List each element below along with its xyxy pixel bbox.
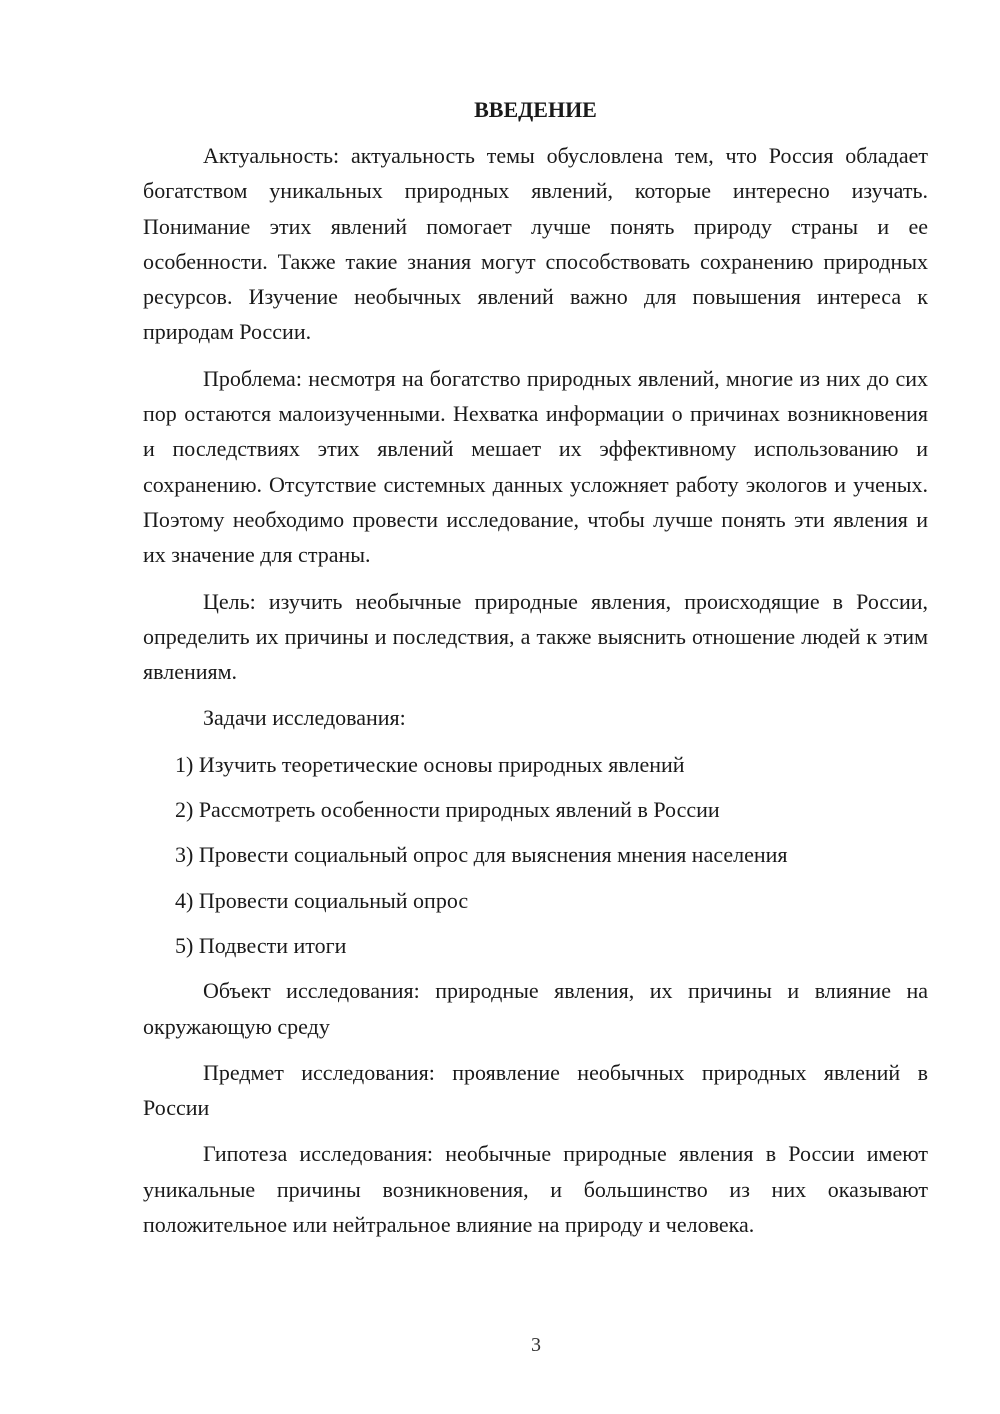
page-content xyxy=(143,95,928,1253)
object-paragraph: Объект исследования: природные явления, их причины и влияние на окружающую среду xyxy=(143,978,928,1039)
task-item: 4) Провести социальный опрос xyxy=(175,887,469,913)
task-item: 1) Изучить теоретические основы природных явлений xyxy=(175,751,685,777)
goal-paragraph: Цель: изучить необычные природные явления, происходящие в России, определить их причины и последствия, а также выяснить отношение людей к этим явлениям. xyxy=(143,588,928,685)
page-number: 3 xyxy=(531,1334,541,1356)
problem-paragraph: Проблема: несмотря на богатство природных явлений, многие из них до сих пор остаются малоизученными. Нехватка информации о причинах возникновения и последствиях этих явлений мешает их эффективному использованию и сохранению. Отсутствие системных данных усложняет работу экологов и ученых. Поэтому необходимо провести исследование, чтобы лучше понять эти явления и их значение для страны. xyxy=(143,365,928,568)
subject-paragraph: Предмет исследования: проявление необычных природных явлений в России xyxy=(143,1059,928,1121)
task-item: 2) Рассмотреть особенности природных явлений в России xyxy=(175,797,720,823)
hypothesis-paragraph: Гипотеза исследования: необычные природные явления в России имеют уникальные причины возникновения, и большинство из них оказывают положительное или нейтральное влияние на природу и человека. xyxy=(143,1141,928,1238)
relevance-paragraph: Актуальность: актуальность темы обусловлена тем, что Россия обладает богатством уникальных природных явлений, которые интересно изучать. Понимание этих явлений помогает лучше понять природу страны и ее особенности. Также такие знания могут способствовать сохранению природных ресурсов. Изучение необычных явлений важно для повышения интереса к природам России. xyxy=(143,143,928,345)
tasks-heading: Задачи исследования: xyxy=(203,705,406,731)
task-item: 5) Подвести итоги xyxy=(175,932,347,958)
task-item: 3) Провести социальный опрос для выяснения мнения населения xyxy=(175,842,788,868)
page-title: ВВЕДЕНИЕ xyxy=(474,97,597,122)
